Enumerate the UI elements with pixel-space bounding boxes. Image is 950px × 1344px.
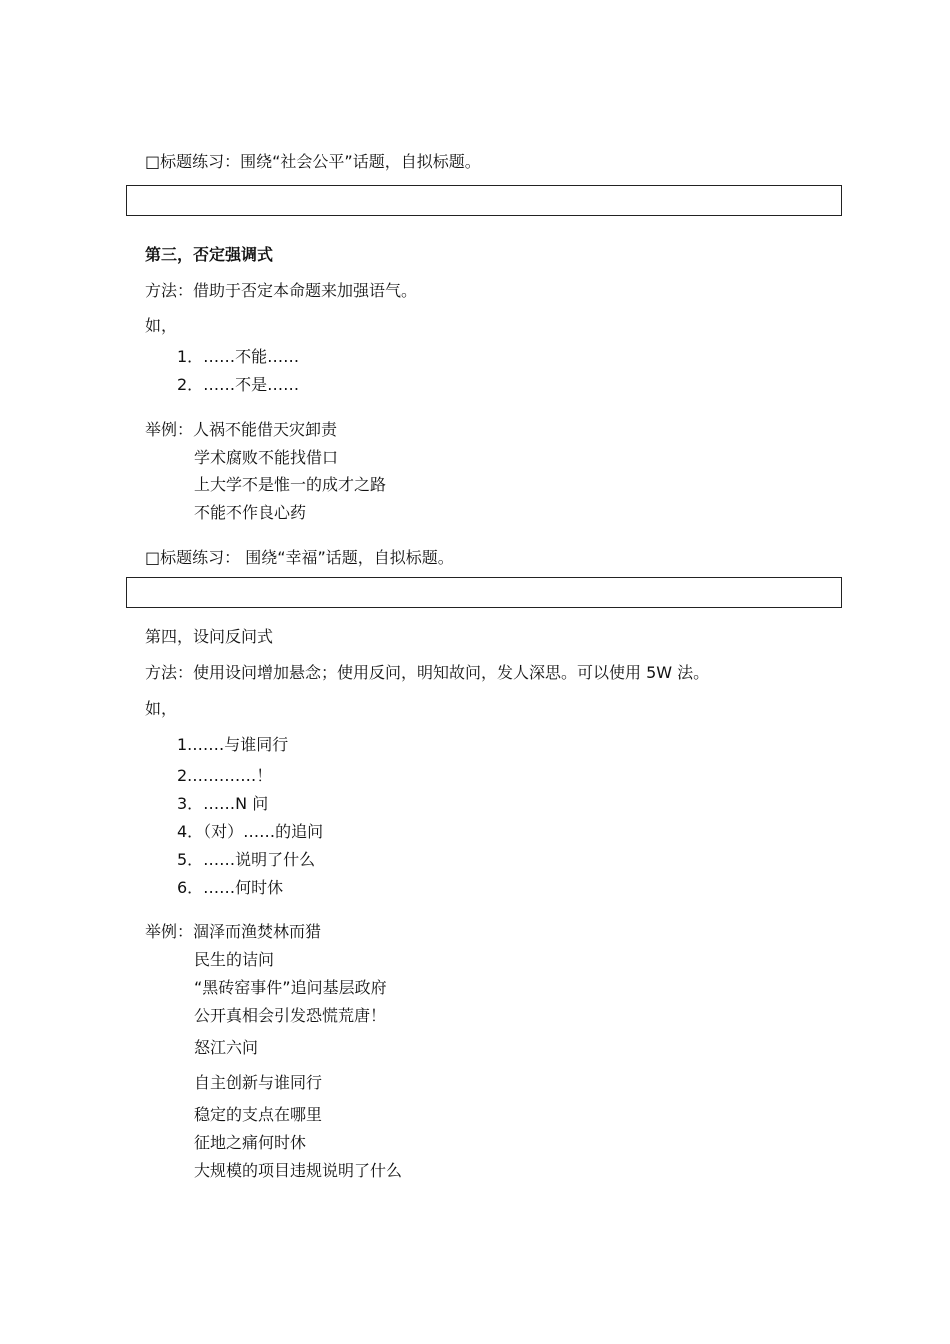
section-4-example-lead: 举例：涸泽而渔焚林而猎 <box>145 922 322 941</box>
section-4-pattern-6: 6．……何时休 <box>177 878 284 897</box>
section-4-example-6: 自主创新与谁同行 <box>194 1073 323 1092</box>
answer-box-social-fairness[interactable] <box>126 185 842 216</box>
section-4-ru: 如， <box>145 699 178 718</box>
section-4-example-3: “黑砖窑事件”追问基层政府 <box>194 978 387 997</box>
section-4-example-2: 民生的诘问 <box>194 950 275 969</box>
section-4-example-5: 怒江六问 <box>194 1038 259 1057</box>
section-4-example-8: 征地之痛何时休 <box>194 1133 307 1152</box>
section-4-pattern-5: 5．……说明了什么 <box>177 850 316 869</box>
section-3-example-4: 不能不作良心药 <box>194 503 307 522</box>
section-3-heading: 第三，否定强调式 <box>145 245 274 264</box>
section-4-method: 方法：使用设问增加悬念；使用反问，明知故问，发人深思。可以使用 5W 法。 <box>145 663 710 682</box>
answer-box-happiness[interactable] <box>126 577 842 608</box>
section-3-ru: 如， <box>145 316 178 335</box>
exercise-prompt-social-fairness: □标题练习：围绕“社会公平”话题，自拟标题。 <box>145 152 481 171</box>
section-3-example-3: 上大学不是惟一的成才之路 <box>194 475 387 494</box>
section-3-example-lead: 举例：人祸不能借天灾卸责 <box>145 420 338 439</box>
section-3-example-2: 学术腐败不能找借口 <box>194 448 339 467</box>
section-4-example-9: 大规模的项目违规说明了什么 <box>194 1161 403 1180</box>
section-3-method: 方法：借助于否定本命题来加强语气。 <box>145 281 418 300</box>
section-3-pattern-2: 2．……不是…… <box>177 375 300 394</box>
section-4-heading: 第四，设问反问式 <box>145 627 274 646</box>
section-4-pattern-3: 3．……N 问 <box>177 794 269 813</box>
section-4-pattern-1: 1.……与谁同行 <box>177 735 289 754</box>
section-4-example-7: 稳定的支点在哪里 <box>194 1105 323 1124</box>
section-4-pattern-4: 4．（对）……的追问 <box>177 822 324 841</box>
section-3-pattern-1: 1．……不能…… <box>177 347 300 366</box>
section-4-example-4: 公开真相会引发恐慌荒唐！ <box>194 1006 387 1025</box>
section-4-pattern-2: 2.…………！ <box>177 766 273 785</box>
exercise-prompt-happiness: □标题练习： 围绕“幸福”话题，自拟标题。 <box>145 548 454 567</box>
